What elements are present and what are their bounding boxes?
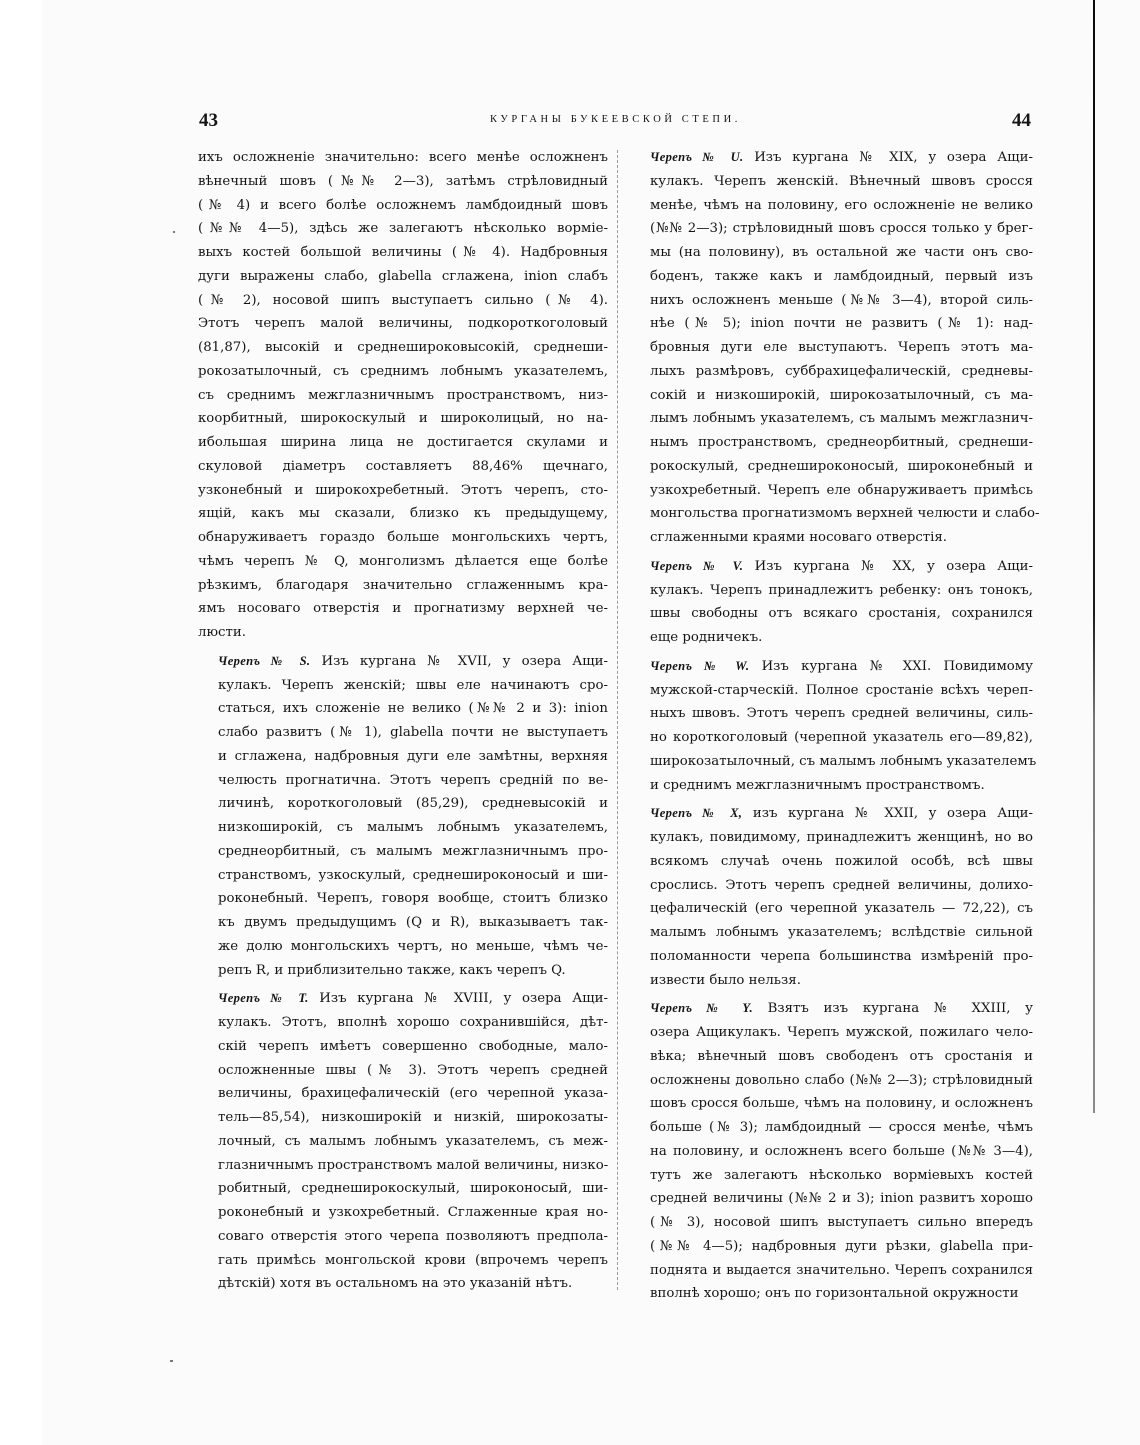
text-line: осложненные швы (№ 3). Этотъ черепъ средней bbox=[218, 1062, 608, 1078]
right-page-number: 44 bbox=[1012, 110, 1031, 131]
text-line: гать примѣсь монгольской крови (впрочемъ черепъ bbox=[218, 1252, 608, 1268]
text-line: соваго отверстiя этого черепа позволяютъ предпола- bbox=[218, 1228, 608, 1244]
text-line: робитный, среднеширокоскулый, широконосый, ши- bbox=[218, 1181, 608, 1197]
text-line: нымъ пространствомъ, среднеорбитный, среднеши- bbox=[650, 435, 1033, 450]
text-line: величины, брахицефалическiй (его черепной указа- bbox=[218, 1086, 608, 1102]
text-line: сглаженными краями носоваго отверстiя. bbox=[650, 530, 948, 545]
text-line-content: Изъ кургана № XVIII, у озера Ащи- bbox=[319, 991, 609, 1007]
text-line: слабо развитъ (№ 1), glabella почти не выступаетъ bbox=[218, 725, 608, 740]
text-line: шовъ сросся больше, чѣмъ на половину, и осложненъ bbox=[650, 1096, 1033, 1112]
text-line: нихъ осложненъ меньше (№№ 3—4), второй силь- bbox=[650, 292, 1033, 308]
text-line: (№№ 4—5), здѣсь же залегаютъ нѣсколько вормiе- bbox=[198, 221, 608, 237]
text-line: ныхъ швовъ. Этотъ черепъ средней величины, силь- bbox=[650, 706, 1033, 722]
continued-paragraph bbox=[198, 146, 608, 645]
entry-lead-heading: Черепъ № S. bbox=[218, 653, 311, 668]
text-line: осложнены довольно слабо (№№ 2—3); стрѣловидный bbox=[650, 1072, 1033, 1088]
text-line: ямъ носоваго отверстiя и прогнатизму верхней че- bbox=[198, 601, 608, 617]
stray-ink-mark bbox=[170, 1360, 173, 1362]
text-line: коорбитный, широкоскулый и широколицый, но на- bbox=[198, 411, 608, 427]
text-line: скуловой дiаметръ составляетъ 88,46% щечнаго, bbox=[198, 458, 608, 474]
left-page-number: 43 bbox=[199, 110, 218, 131]
text-line: озера Ащикулакъ. Черепъ мужской, пожилаго чело- bbox=[650, 1025, 1033, 1040]
text-line: выхъ костей большой величины (№ 4). Надбровныя bbox=[198, 245, 608, 260]
text-line bbox=[630, 655, 1033, 679]
text-line bbox=[630, 146, 1033, 170]
text-line: лыхъ размѣровъ, суббрахицефалическiй, средневы- bbox=[650, 363, 1033, 379]
skull-entry-paragraph bbox=[630, 555, 1033, 650]
right-column bbox=[630, 146, 1040, 1311]
text-line: швы свободны отъ всякаго сростанiя, сохранился bbox=[650, 606, 1033, 622]
text-line: (№ 2), носовой шипъ выступаетъ сильно (№ 4). bbox=[198, 292, 608, 308]
text-line: рокозатылочный, съ среднимъ лобнымъ указателемъ, bbox=[198, 363, 608, 379]
text-line: еще родничекъ. bbox=[650, 630, 763, 645]
text-line: Этотъ черепъ малой величины, подкороткоголовый bbox=[198, 316, 608, 332]
text-line bbox=[630, 555, 1033, 579]
text-line: срослись. Этотъ черепъ средней величины, долихо- bbox=[650, 877, 1033, 893]
skull-entry-paragraph bbox=[630, 997, 1033, 1306]
skull-entry-paragraph bbox=[630, 146, 1040, 550]
text-line: репъ R, и приблизительно также, какъ черепъ Q. bbox=[218, 962, 566, 978]
text-line: нѣе (№ 5); inion почти не развитъ (№ 1): над- bbox=[650, 316, 1033, 332]
text-line-content: изъ кургана № XXII, у озера Ащи- bbox=[752, 806, 1033, 822]
text-line: кулакъ. Черепъ принадлежитъ ребенку: онъ тонокъ, bbox=[650, 582, 1033, 598]
skull-entry-paragraph bbox=[630, 655, 1037, 798]
text-line: роконебный и узкохребетный. Сглаженные края но- bbox=[218, 1205, 608, 1220]
text-line-content: Изъ кургана № XXI. Повидимому bbox=[761, 658, 1033, 674]
text-line: и среднимъ межглазничнымъ пространствомъ. bbox=[650, 777, 985, 793]
text-line: средней величины (№№ 2 и 3); inion развитъ хорошо bbox=[650, 1191, 1033, 1207]
text-line: вѣка; вѣнечный шовъ свободенъ отъ сростанiя и bbox=[650, 1048, 1033, 1064]
text-line: сокiй и низкоширокiй, широкозатылочный, съ ма- bbox=[650, 387, 1033, 403]
text-line: тутъ же залегаютъ нѣсколько ворміевыхъ костей bbox=[650, 1167, 1033, 1183]
text-line: роконебный. Черепъ, говоря вообще, стоитъ близко bbox=[218, 891, 608, 907]
text-line: статься, ихъ сложенiе не велико (№№ 2 и 3): inion bbox=[218, 701, 608, 717]
text-line: узконебный и широкохребетный. Этотъ черепъ, сто- bbox=[198, 482, 608, 498]
text-line bbox=[630, 802, 1033, 826]
text-line: кулакъ. Этотъ, вполнѣ хорошо сохранившiйся, дѣт- bbox=[218, 1015, 608, 1030]
entry-lead-heading: Черепъ № T. bbox=[218, 991, 309, 1006]
skull-entry-paragraph bbox=[198, 987, 608, 1296]
text-line: ящiй, какъ мы сказали, близко къ предыдущему, bbox=[198, 506, 608, 522]
text-line: менѣе, чѣмъ на половину, его осложненiе не велико bbox=[650, 197, 1033, 213]
text-line: на половину, и осложненъ всего больше (№№ 3—4), bbox=[650, 1143, 1033, 1159]
text-line: (№ 4) и всего болѣе осложнемъ ламбдоидный шовъ bbox=[198, 197, 608, 213]
text-line: вѣнечный шовъ (№№ 2—3), затѣмъ стрѣловидный bbox=[198, 173, 608, 189]
running-title: КУРГАНЫ БУКЕЕВСКОЙ СТЕПИ. bbox=[489, 114, 742, 125]
text-line: всякомъ случаѣ очень пожилой особѣ, всѣ швы bbox=[650, 853, 1033, 869]
text-line: широкозатылочный, съ малымъ лобнымъ указателемъ bbox=[650, 753, 1037, 769]
text-line: дѣтскiй) хотя въ остальномъ на это указанiй нѣтъ. bbox=[218, 1276, 573, 1292]
text-line: лымъ лобнымъ указателемъ, съ малымъ межглазнич- bbox=[650, 411, 1033, 427]
text-line-content: Взятъ изъ кургана № XXIII, у bbox=[767, 1001, 1033, 1017]
text-line: лочный, съ малымъ лобнымъ указателемъ, съ меж- bbox=[218, 1133, 608, 1149]
scan-margin bbox=[0, 0, 42, 1445]
text-line: низкоширокiй, съ малымъ лобнымъ указателемъ, bbox=[218, 820, 608, 835]
text-line: кулакъ. Черепъ женскiй; швы еле начинаютъ сро- bbox=[218, 677, 608, 693]
text-line: скiй черепъ имѣетъ совершенно свободные, мало- bbox=[218, 1038, 608, 1054]
text-line: тель—85,54), низкоширокiй и низкiй, широкозаты- bbox=[218, 1110, 608, 1125]
text-line-content: Изъ кургана № XX, у озера Ащи- bbox=[754, 558, 1033, 574]
text-line: бровныя дуги еле выступаютъ. Черепъ этотъ ма- bbox=[650, 340, 1033, 355]
text-line-content: Изъ кургана № XIX, у озера Ащи- bbox=[754, 150, 1033, 165]
entry-lead-heading: Черепъ № W. bbox=[650, 658, 750, 673]
skull-entry-paragraph bbox=[198, 650, 608, 983]
text-line bbox=[630, 997, 1033, 1021]
left-column bbox=[198, 146, 608, 1301]
text-line: челюсть прогнатична. Этотъ черепъ среднiй по ве- bbox=[218, 772, 608, 788]
text-line: мужской-старческiй. Полное сростанiе всѣхъ череп- bbox=[650, 682, 1033, 698]
entry-lead-heading: Черепъ № V. bbox=[650, 558, 744, 573]
text-line: къ двумъ предыдущимъ (Q и R), выказываетъ так- bbox=[218, 915, 608, 930]
text-line: поднята и выдается значительно. Черепъ сохранился bbox=[650, 1262, 1033, 1278]
binding-edge-line bbox=[1093, 0, 1095, 1113]
text-line: же долю монгольскихъ чертъ, но меньше, чѣмъ че- bbox=[218, 938, 608, 954]
text-line: вполнѣ хорошо; онъ по горизонтальной окружности bbox=[650, 1286, 1019, 1302]
text-line: и сглажена, надбровныя дуги еле замѣтны, верхняя bbox=[218, 748, 608, 764]
text-line: малымъ лобнымъ указателемъ; вслѣдствiе сильной bbox=[650, 925, 1033, 940]
text-line: поломанности черепа большинства измѣренiй про- bbox=[650, 948, 1033, 964]
text-line-content: Изъ кургана № XVII, у озера Ащи- bbox=[321, 653, 609, 669]
text-line: чѣмъ черепъ № Q, монголизмъ дѣлается еще болѣе bbox=[198, 553, 608, 569]
text-line: странствомъ, узкоскулый, среднешироконосый и ши- bbox=[218, 867, 608, 883]
text-line: личинѣ, короткоголовый (85,29), средневысокiй и bbox=[218, 796, 608, 812]
entry-lead-heading: Черепъ № X, bbox=[650, 806, 743, 821]
text-line: глазничнымъ пространствомъ малой величины, низко- bbox=[218, 1157, 609, 1173]
text-line: узкохребетный. Черепъ еле обнаруживаетъ примѣсь bbox=[650, 482, 1033, 498]
text-line: мы (на половину), въ остальной же части онъ сво- bbox=[650, 245, 1033, 260]
entry-lead-heading: Черепъ № Y. bbox=[650, 1001, 753, 1016]
text-line: рѣзкимъ, благодаря значительно сглаженнымъ кра- bbox=[198, 577, 608, 593]
text-line: дуги выражены слабо, glabella сглажена, inion слабъ bbox=[198, 268, 608, 284]
text-line: (81,87), высокiй и среднешироковысокiй, среднеши- bbox=[198, 340, 608, 355]
text-line: извести было нельзя. bbox=[650, 972, 801, 988]
text-line: больше (№ 3); ламбдоидный — сросся менѣе, чѣмъ bbox=[650, 1120, 1033, 1135]
skull-entry-paragraph bbox=[630, 802, 1033, 992]
text-line: монгольства прогнатизмомъ верхней челюсти и слабо- bbox=[650, 506, 1040, 522]
text-line: съ среднимъ межглазничнымъ пространствомъ, низ- bbox=[198, 387, 608, 403]
text-line: цефалическiй (его черепной указатель — 72,22), съ bbox=[650, 901, 1033, 917]
text-line: (№ 3), носовой шипъ выступаетъ сильно впередъ bbox=[650, 1215, 1033, 1230]
text-line: (№№ 4—5); надбровныя дуги рѣзки, glabella при- bbox=[650, 1238, 1033, 1254]
text-line: ихъ осложненіе значительно: всего менѣе осложненъ bbox=[198, 150, 608, 165]
text-line: обнаруживаетъ гораздо больше монгольскихъ чертъ, bbox=[198, 530, 608, 545]
stray-ink-mark bbox=[173, 231, 175, 233]
text-line: ибольшая ширина лица не достигается скулами и bbox=[198, 435, 608, 450]
text-line: кулакъ. Черепъ женскiй. Вѣнечный швовъ сросся bbox=[650, 173, 1033, 189]
text-line: но короткоголовый (черепной указатель его—89,82), bbox=[650, 730, 1033, 745]
page-header bbox=[198, 108, 1033, 138]
column-divider bbox=[617, 150, 618, 1290]
text-line: (№№ 2—3); стрѣловидный шовъ сросся только у брег- bbox=[650, 221, 1033, 237]
text-line: рокоскулый, среднешироконосый, широконебный и bbox=[650, 458, 1033, 474]
text-line bbox=[198, 987, 608, 1011]
entry-lead-heading: Черепъ № U. bbox=[650, 150, 744, 164]
text-line: боденъ, также какъ и ламбдоидный, первый изъ bbox=[650, 268, 1033, 284]
text-line: люсти. bbox=[198, 625, 246, 640]
text-line: кулакъ, повидимому, принадлежитъ женщинѣ, но во bbox=[650, 830, 1033, 845]
text-line bbox=[198, 650, 608, 674]
text-line: среднеорбитный, съ малымъ межглазничнымъ про- bbox=[218, 843, 608, 859]
